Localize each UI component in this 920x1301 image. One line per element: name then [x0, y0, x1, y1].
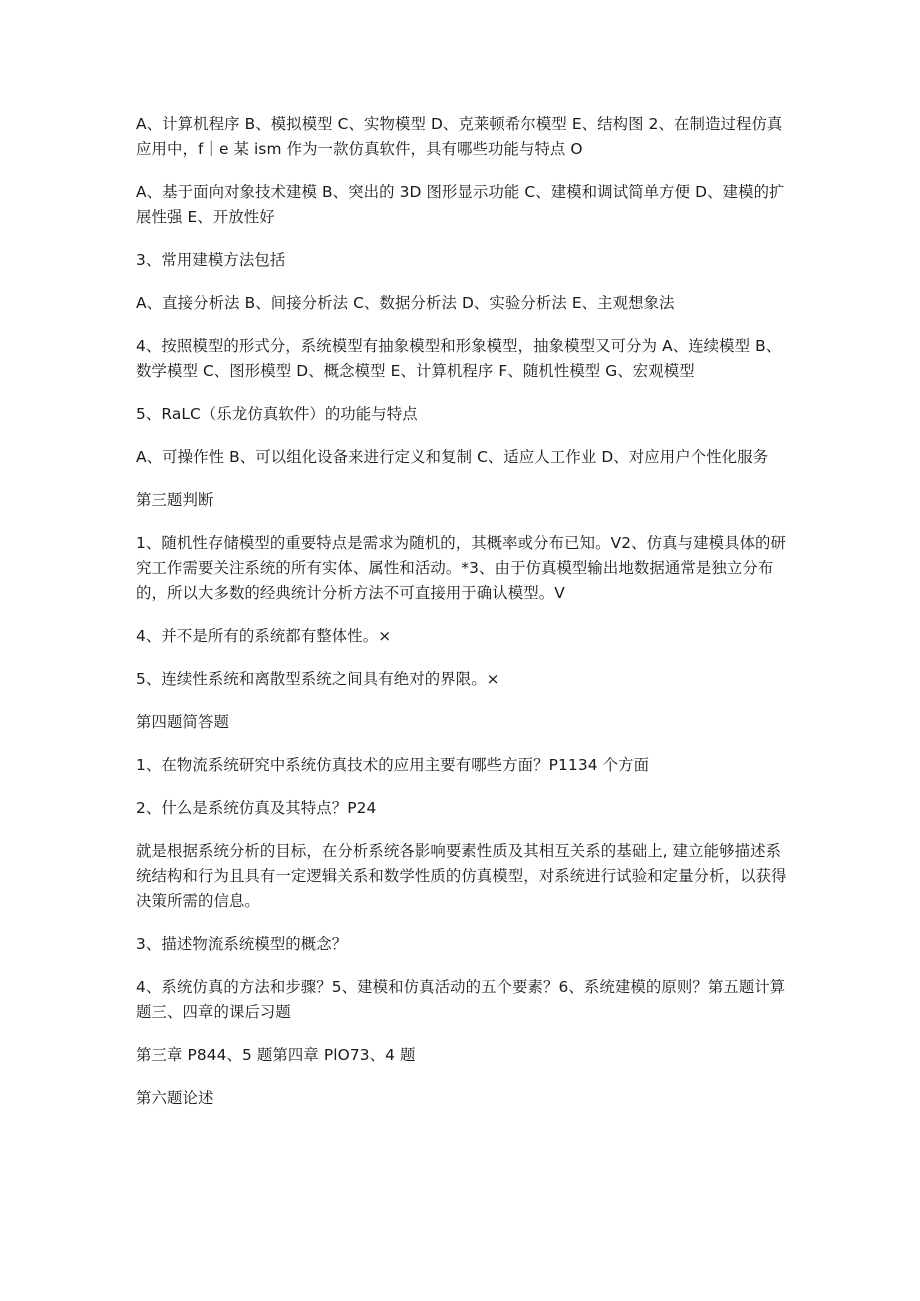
- section-heading-judgement: 第三题判断: [136, 491, 214, 509]
- paragraph-question-5: 5、RaLC（乐龙仿真软件）的功能与特点: [136, 405, 418, 423]
- paragraph-short-answer-3: 3、描述物流系统模型的概念？: [136, 935, 348, 953]
- paragraph-short-answer-4-6: 4、系统仿真的方法和步骤？5、建模和仿真活动的五个要素？6、系统建模的原则？第五题计算题三、四章的课后习题: [136, 978, 786, 1021]
- paragraph-chapter-exercises: 第三章 P844、5 题第四章 PlO73、4 题: [136, 1046, 416, 1064]
- paragraph-question-3: 3、常用建模方法包括: [136, 251, 286, 269]
- paragraph-options-q3: A、直接分析法 B、间接分析法 C、数据分析法 D、实验分析法 E、主观想象法: [136, 294, 675, 312]
- paragraph-short-answer-1: 1、在物流系统研究中系统仿真技术的应用主要有哪些方面？P1134 个方面: [136, 756, 650, 774]
- paragraph-question-4-with-options: 4、按照模型的形式分，系统模型有抽象模型和形象模型，抽象模型又可分为 A、连续模型 B、数学模型 C、图形模型 D、概念模型 E、计算机程序 F、随机性模型 G、宏观模型: [136, 337, 782, 380]
- paragraph-options-q1-and-question-2: A、计算机程序 B、模拟模型 C、实物模型 D、克莱顿希尔模型 E、结构图 2、在制造过程仿真应用中，f｜e 某 ism 作为一款仿真软件，具有哪些功能与特点 O: [136, 115, 783, 158]
- section-heading-short-answer: 第四题简答题: [136, 713, 229, 731]
- document-body: [136, 112, 790, 1129]
- paragraph-options-q5: A、可操作性 B、可以组化设备来进行定义和复制 C、适应人工作业 D、对应用户个性化服务: [136, 448, 769, 466]
- paragraph-options-q2: A、基于面向对象技术建模 B、突出的 3D 图形显示功能 C、建模和调试简单方便 D、建模的扩展性强 E、开放性好: [136, 183, 785, 226]
- section-heading-essay: 第六题论述: [136, 1089, 214, 1107]
- paragraph-judgement-1-3: 1、随机性存储模型的重要特点是需求为随机的，其概率或分布已知。V2、仿真与建模具体的研究工作需要关注系统的所有实体、属性和活动。*3、由于仿真模型输出地数据通常是独立分布的，所以大多数的经典统计分析方法不可直接用于确认模型。V: [136, 534, 787, 602]
- paragraph-judgement-5: 5、连续性系统和离散型系统之间具有绝对的界限。×: [136, 670, 500, 688]
- paragraph-judgement-4: 4、并不是所有的系统都有整体性。×: [136, 627, 392, 645]
- paragraph-answer-definition: 就是根据系统分析的目标，在分析系统各影响要素性质及其相互关系的基础上, 建立能够描述系统结构和行为且具有一定逻辑关系和数学性质的仿真模型，对系统进行试验和定量分析，以获得决策所需的信息。: [136, 842, 787, 910]
- paragraph-short-answer-2: 2、什么是系统仿真及其特点？P24: [136, 799, 377, 817]
